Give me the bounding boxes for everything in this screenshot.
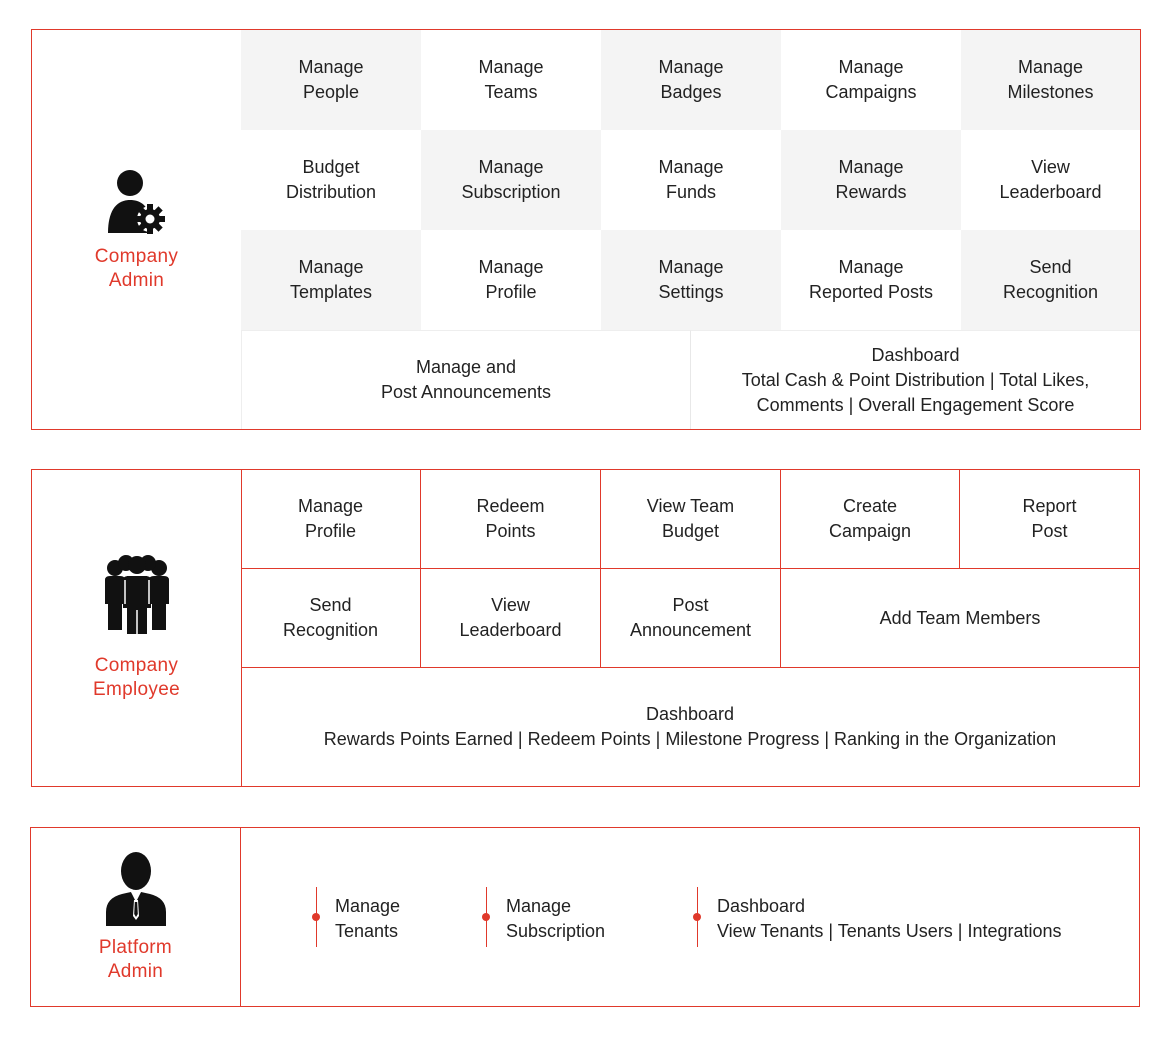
- manage-tenants: Manage Tenants: [335, 896, 401, 941]
- manage-people: Manage People: [241, 30, 421, 130]
- manage-reported-posts: Manage Reported Posts: [808, 257, 934, 302]
- manage-rewards: Manage Rewards: [781, 130, 961, 230]
- platform-dashboard: Dashboard View Tenants | Tenants Users | Integrations: [717, 896, 1062, 941]
- company-employee-section: [31, 469, 1140, 787]
- company-admin-role: [32, 30, 241, 429]
- view-leaderboard: View Leaderboard: [999, 157, 1102, 202]
- employee-manage-profile: Manage Profile: [241, 470, 421, 569]
- employee-view-leaderboard: View Leaderboard: [421, 569, 601, 668]
- manage-campaigns: Manage Campaigns: [825, 57, 917, 102]
- platform-admin-section: [30, 827, 1140, 1007]
- manage-funds: Manage Funds: [658, 157, 724, 202]
- add-team-members: Add Team Members: [781, 569, 1139, 668]
- budget-distribution: Budget Distribution: [285, 157, 377, 202]
- manage-templates: Manage Templates: [241, 230, 421, 330]
- manage-badges: Manage Badges: [601, 30, 781, 130]
- company-employee-title: Company Employee: [93, 655, 180, 700]
- employee-dashboard: Dashboard Rewards Points Earned | Redeem Points | Milestone Progress | Ranking in the Organization: [323, 704, 1057, 749]
- manage-profile: Manage Profile: [478, 257, 544, 302]
- manage-announcements: Manage and Post Announcements: [241, 330, 691, 429]
- report-post: Report Post: [960, 470, 1139, 569]
- businessman-icon: [104, 850, 168, 926]
- view-team-budget: View Team Budget: [601, 470, 781, 569]
- manage-subscription: Manage Subscription: [421, 130, 601, 230]
- manage-milestones: Manage Milestones: [961, 30, 1140, 130]
- create-campaign: Create Campaign: [781, 470, 960, 569]
- platform-manage-subscription: Manage Subscription: [506, 896, 606, 941]
- manage-settings: Manage Settings: [601, 230, 781, 330]
- post-announcement: Post Announcement: [601, 569, 781, 668]
- company-admin-section: [31, 29, 1141, 430]
- admin-dashboard: Dashboard Total Cash & Point Distribution | Total Likes, Comments | Overall Engagement Score: [691, 330, 1140, 429]
- manage-teams: Manage Teams: [478, 57, 544, 102]
- group-icon: [103, 554, 171, 634]
- send-recognition: Send Recognition: [961, 230, 1140, 330]
- company-employee-role: [32, 470, 242, 786]
- user-gear-icon: [104, 167, 170, 239]
- platform-admin-role: [31, 828, 241, 1006]
- subscription-bullet: [482, 913, 490, 921]
- dashboard-bullet: [693, 913, 701, 921]
- employee-send-recognition: Send Recognition: [241, 569, 421, 668]
- redeem-points: Redeem Points: [421, 470, 601, 569]
- tenants-bullet: [312, 913, 320, 921]
- company-admin-title: Company Admin: [94, 245, 179, 291]
- platform-admin-title: Platform Admin: [98, 937, 173, 982]
